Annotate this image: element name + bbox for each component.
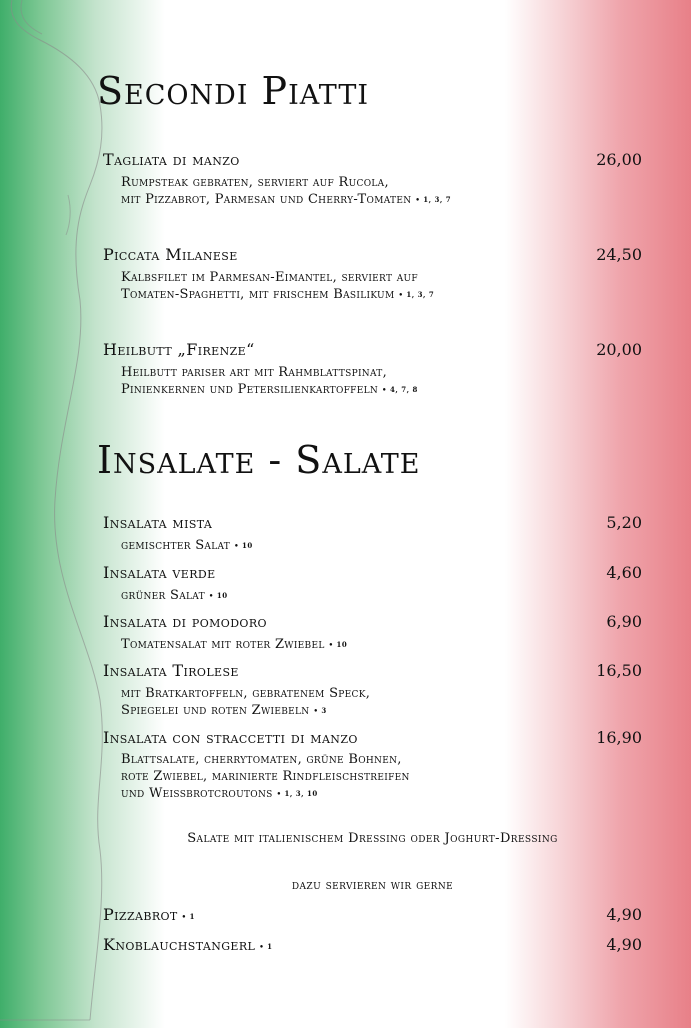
allergen-codes: • 1, 3, 7: [415, 195, 452, 204]
allergen-codes: • 1: [259, 942, 273, 951]
item-name: Piccata Milanese: [103, 245, 238, 264]
menu-item-insalata-straccetti: [103, 730, 642, 746]
allergen-codes: • 4, 7, 8: [382, 385, 418, 394]
dressing-note: Salate mit italienischem Dressing oder Joghurt-Dressing: [187, 831, 558, 846]
menu-item-pizzabrot: [103, 907, 642, 923]
item-description: gemischter Salat • 10: [121, 538, 253, 553]
extras-heading: dazu servieren wir gerne: [291, 878, 454, 893]
item-price: 24,50: [596, 245, 642, 264]
item-price: 20,00: [596, 340, 642, 359]
item-name: Pizzabrot: [103, 905, 178, 924]
section-title-insalate: Insalate - Salate: [97, 438, 421, 482]
item-description: grüner Salat • 10: [121, 588, 228, 603]
allergen-codes: • 3: [313, 706, 327, 715]
item-name: Knoblauchstangerl: [103, 935, 256, 954]
allergen-codes: • 1, 3, 10: [276, 789, 318, 798]
item-description: mit Bratkartoffeln, gebratenem Speck, Spiegelei und roten Zwiebeln • 3: [121, 686, 371, 718]
item-price: 16,90: [596, 728, 642, 747]
menu-item-tagliata: [103, 152, 642, 168]
section-title-secondi-piatti: Secondi Piatti: [97, 69, 369, 113]
menu-item-knoblauchstangerl: [103, 937, 642, 953]
allergen-codes: • 1, 3, 7: [398, 290, 435, 299]
menu-item-heilbutt: [103, 342, 642, 358]
allergen-codes: • 10: [328, 640, 348, 649]
item-name: Insalata di pomodoro: [103, 612, 267, 631]
item-name: Insalata Tirolese: [103, 661, 239, 680]
item-price: 6,90: [606, 612, 642, 631]
item-description: Blattsalate, cherrytomaten, grüne Bohnen, rote Zwiebel, marinierte Rindfleischstreifen und Weissbrotcroutons • 1, 3, 10: [121, 752, 410, 801]
item-price: 4,60: [606, 563, 642, 582]
item-price: 5,20: [606, 513, 642, 532]
allergen-codes: • 1: [181, 912, 195, 921]
item-description: Kalbsfilet im Parmesan-Eimantel, serviert auf Tomaten-Spaghetti, mit frischem Basilikum • 1, 3, 7: [121, 270, 435, 302]
item-name: Tagliata di manzo: [103, 150, 240, 169]
item-price: 4,90: [606, 905, 642, 924]
item-description: Rumpsteak gebraten, serviert auf Rucola, mit Pizzabrot, Parmesan und Cherry-Tomaten • 1, 3, 7: [121, 175, 452, 207]
menu-item-insalata-mista: [103, 515, 642, 531]
menu-item-insalata-tirolese: [103, 663, 642, 679]
item-price: 26,00: [596, 150, 642, 169]
item-name: Heilbutt „Firenze“: [103, 340, 255, 359]
item-price: 16,50: [596, 661, 642, 680]
menu-item-insalata-pomodoro: [103, 614, 642, 630]
item-price: 4,90: [606, 935, 642, 954]
item-name: Insalata con straccetti di manzo: [103, 728, 358, 747]
item-description: Heilbutt pariser art mit Rahmblattspinat, Pinienkernen und Petersilienkartoffeln • 4, 7, 8: [121, 365, 418, 397]
item-name: Insalata mista: [103, 513, 213, 532]
allergen-codes: • 10: [208, 591, 228, 600]
menu-item-piccata: [103, 247, 642, 263]
menu-item-insalata-verde: [103, 565, 642, 581]
allergen-codes: • 10: [234, 541, 253, 550]
item-description: Tomatensalat mit roter Zwiebel • 10: [121, 637, 348, 652]
item-name: Insalata verde: [103, 563, 216, 582]
